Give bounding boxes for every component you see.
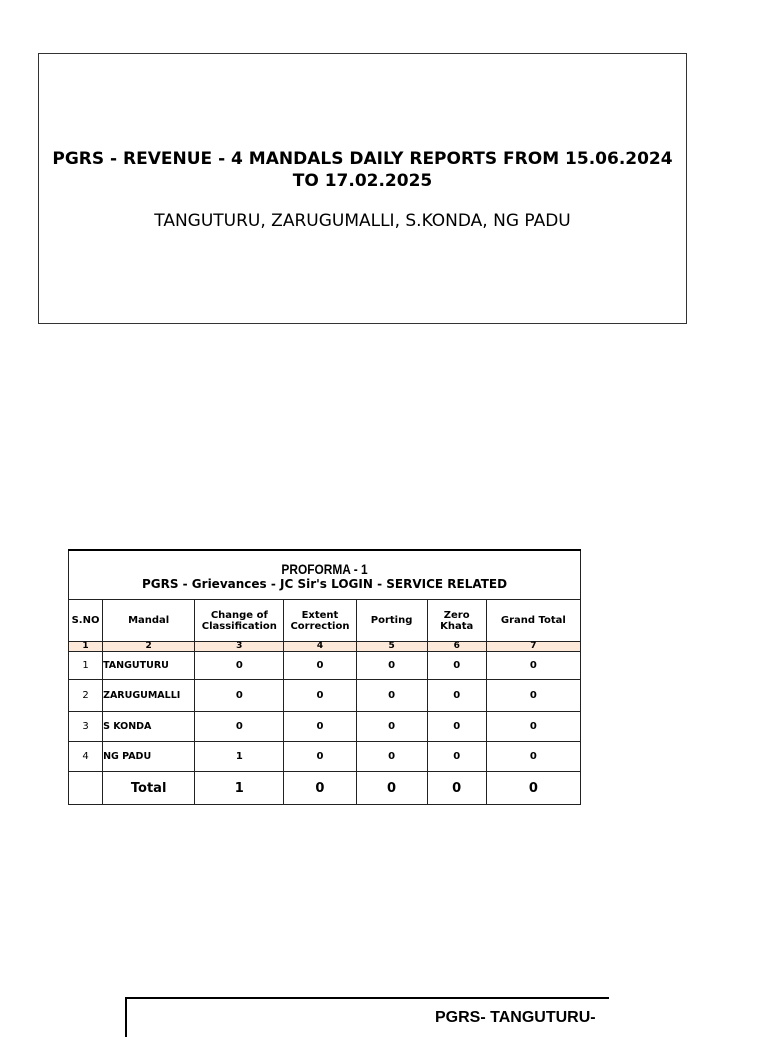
table-row (69, 680, 581, 712)
column-number: 3 (195, 642, 284, 652)
column-header: Extent Correction (284, 600, 356, 642)
zero-khata-cell: 0 (427, 742, 486, 772)
sno-cell: 4 (69, 742, 103, 772)
grand-total-cell: 0 (486, 652, 580, 680)
table-row (69, 712, 581, 742)
zero-khata-cell: 0 (427, 652, 486, 680)
change-classification-cell: 1 (195, 742, 284, 772)
column-header-row (69, 600, 581, 642)
total-empty-cell (69, 772, 103, 805)
column-number: 1 (69, 642, 103, 652)
report-title: PGRS - REVENUE - 4 MANDALS DAILY REPORTS FROM 15.06.2024 TO 17.02.2025 (52, 149, 673, 191)
column-number: 4 (284, 642, 356, 652)
porting-cell: 0 (356, 712, 427, 742)
total-grand-total: 0 (486, 772, 580, 805)
extent-correction-cell: 0 (284, 742, 356, 772)
extent-correction-cell: 0 (284, 680, 356, 712)
column-number-row (69, 642, 581, 652)
column-header: Mandal (103, 600, 195, 642)
next-section-heading: PGRS- TANGUTURU- (435, 1009, 596, 1026)
report-mandals-line: TANGUTURU, ZARUGUMALLI, S.KONDA, NG PADU (154, 211, 571, 231)
table-row (69, 652, 581, 680)
grand-total-cell: 0 (486, 742, 580, 772)
column-header: S.NO (69, 600, 103, 642)
porting-cell: 0 (356, 742, 427, 772)
zero-khata-cell: 0 (427, 712, 486, 742)
column-header: Zero Khata (427, 600, 486, 642)
grand-total-cell: 0 (486, 712, 580, 742)
column-header: Change of Classification (195, 600, 284, 642)
total-row (69, 772, 581, 805)
sno-cell: 1 (69, 652, 103, 680)
extent-correction-cell: 0 (284, 712, 356, 742)
proforma-table (68, 549, 581, 805)
total-change-classification: 1 (195, 772, 284, 805)
column-header: Porting (356, 600, 427, 642)
sno-cell: 2 (69, 680, 103, 712)
porting-cell: 0 (356, 680, 427, 712)
change-classification-cell: 0 (195, 680, 284, 712)
proforma-heading: PROFORMA - 1 (281, 561, 368, 577)
total-porting: 0 (356, 772, 427, 805)
column-number: 6 (427, 642, 486, 652)
table-row (69, 742, 581, 772)
change-classification-cell: 0 (195, 712, 284, 742)
extent-correction-cell: 0 (284, 652, 356, 680)
mandal-cell: NG PADU (103, 742, 195, 772)
change-classification-cell: 0 (195, 652, 284, 680)
report-title-box (38, 53, 687, 324)
total-extent-correction: 0 (284, 772, 356, 805)
next-section-box (125, 997, 609, 1037)
zero-khata-cell: 0 (427, 680, 486, 712)
porting-cell: 0 (356, 652, 427, 680)
column-number: 5 (356, 642, 427, 652)
total-label: Total (103, 772, 195, 805)
mandal-cell: TANGUTURU (103, 652, 195, 680)
mandal-cell: S KONDA (103, 712, 195, 742)
grand-total-cell: 0 (486, 680, 580, 712)
mandal-cell: ZARUGUMALLI (103, 680, 195, 712)
proforma-header (69, 550, 581, 600)
column-number: 7 (486, 642, 580, 652)
sno-cell: 3 (69, 712, 103, 742)
column-header: Grand Total (486, 600, 580, 642)
column-number: 2 (103, 642, 195, 652)
proforma-subheading: PGRS - Grievances - JC Sir's LOGIN - SERVICE RELATED (141, 577, 508, 591)
total-zero-khata: 0 (427, 772, 486, 805)
